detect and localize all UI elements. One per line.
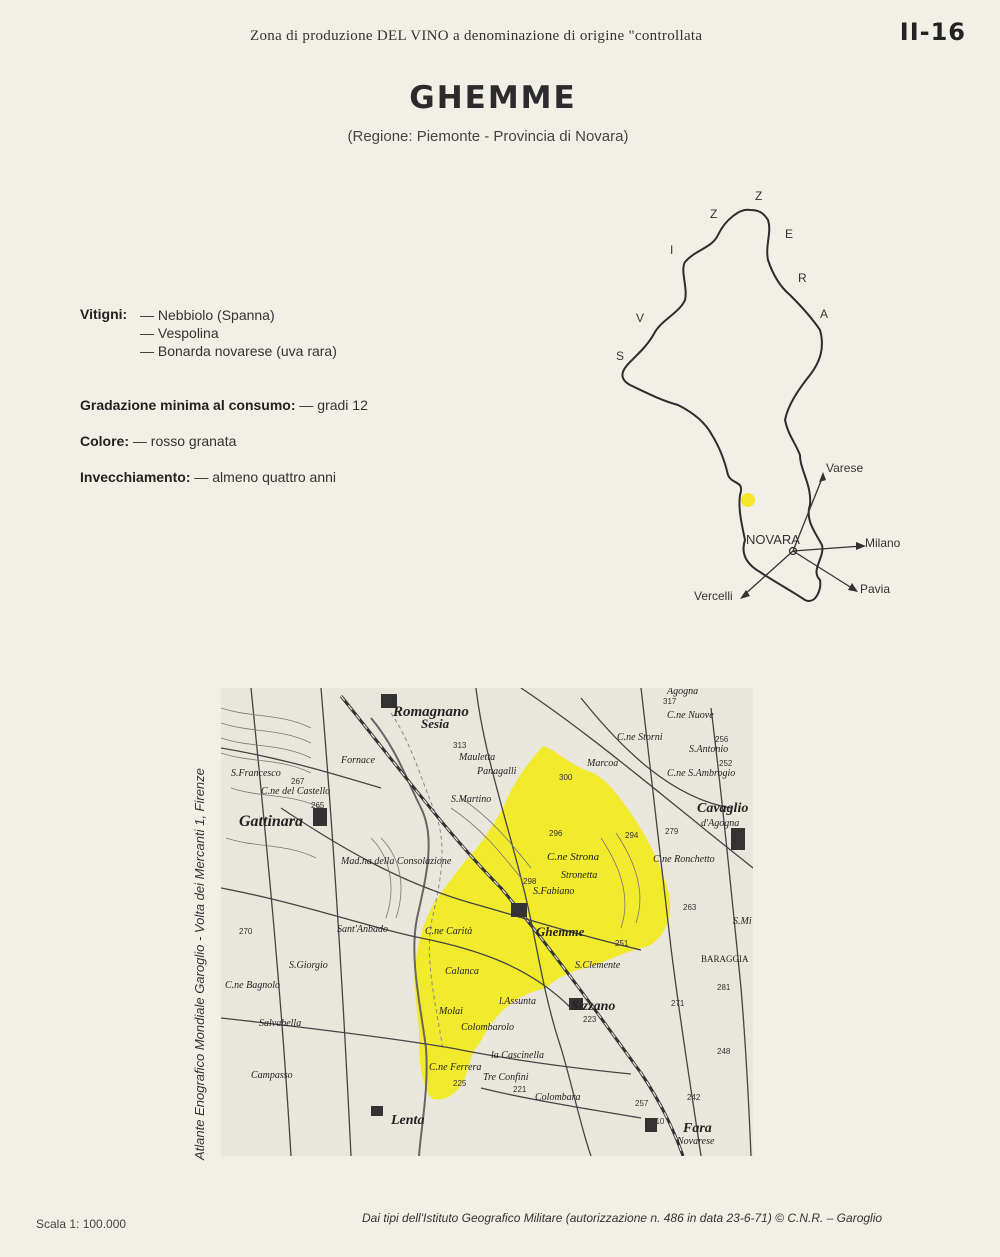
elevation-label: 221 [513, 1085, 527, 1094]
colore-row [80, 433, 236, 449]
page-code: II-16 [899, 18, 966, 46]
place-castello: C.ne del Castello [261, 786, 331, 797]
elevation-label: 313 [453, 741, 467, 750]
place-fornace: Fornace [341, 755, 375, 766]
elevation-label: 252 [719, 759, 733, 768]
elevation-label: 242 [687, 1093, 701, 1102]
border-letter: Z [710, 207, 718, 221]
invecchiamento-value: — almeno quattro anni [194, 469, 337, 485]
colore-label: Colore: [80, 433, 129, 449]
direction-label-varese: Varese [826, 461, 864, 475]
elevation-label: 294 [625, 831, 639, 840]
place-s-martino: S.Martino [451, 794, 492, 805]
place-carita: C.ne Carità [425, 926, 473, 937]
border-letter: R [798, 271, 807, 285]
sesia-river [371, 718, 429, 1156]
place-francesco: S.Francesco [231, 768, 281, 779]
topographic-map [221, 688, 753, 1156]
elevation-label: 270 [239, 927, 253, 936]
elevation-label: 265 [311, 801, 325, 810]
vitigni-list [140, 306, 337, 360]
elevation-label: 271 [671, 999, 685, 1008]
elevation-label: 281 [717, 983, 731, 992]
elevation-label: 300 [559, 773, 573, 782]
place-stronetta: Stronetta [561, 870, 598, 881]
gradazione-label: Gradazione minima al consumo: [80, 397, 296, 413]
page-title: GHEMME [409, 80, 577, 116]
topographic-map-svg [221, 688, 753, 1156]
gradazione-row [80, 397, 368, 413]
place-fara: Fara [683, 1121, 712, 1136]
vitigno-item: — Vespolina [140, 325, 219, 341]
direction-label-vercelli: Vercelli [694, 589, 733, 603]
place-ferrera: C.ne Ferrera [429, 1062, 482, 1073]
elevation-label: 279 [665, 827, 679, 836]
elevation-label: 317 [663, 697, 677, 706]
place-baraggia: BARAGGIA [701, 954, 749, 964]
province-outline-map [600, 180, 920, 620]
place-colombarolo: Colombarolo [461, 1022, 514, 1033]
place-agogna: Agogna [667, 688, 699, 697]
place-assunta: l.Assunta [499, 996, 536, 1007]
elevation-label: 267 [291, 777, 305, 786]
elevation-label: 263 [683, 903, 697, 912]
region-subtitle: (Regione: Piemonte - Provincia di Novara) [347, 128, 629, 145]
elevation-label: 257 [635, 1099, 649, 1108]
map-scale: Scala 1: 100.000 [36, 1217, 127, 1231]
elevation-label: 296 [549, 829, 563, 838]
border-letter: E [785, 227, 794, 241]
ghemme-location-dot [741, 493, 755, 507]
place-tre-confini: Tre Confini [483, 1072, 529, 1083]
place-ronchetto: C.ne Ronchetto [653, 854, 715, 865]
border-letter: Z [755, 189, 763, 203]
atlas-vertical-caption: Atlante Enografico Mondiale Garoglio - Volta dei Mercanti 1, Firenze [192, 768, 207, 1160]
place-marcoa: Marcoa [587, 758, 619, 769]
place-cavaglio: Cavaglio [697, 801, 749, 816]
border-letter: A [820, 307, 829, 321]
place-consolazione: Mad.na della Consolazione [341, 856, 452, 867]
colore-value: — rosso granata [132, 433, 237, 449]
invecchiamento-label: Invecchiamento: [80, 469, 191, 485]
elevation-label: 225 [453, 1079, 467, 1088]
border-letter: S [616, 349, 625, 363]
place-s-giorgio: S.Giorgio [289, 960, 328, 971]
map-credit: Dai tipi dell'Istituto Geografico Militare (autorizzazione n. 486 in data 23-6-71) © C.N.R. – Garoglio [362, 1211, 883, 1225]
place-calanca: Calanca [445, 966, 479, 977]
place-strona: C.ne Strona [547, 851, 600, 863]
vitigni-label: Vitigni: [80, 306, 128, 322]
place-gattinara: Gattinara [239, 813, 304, 830]
province-label: NOVARA [746, 532, 800, 547]
place-colombara: Colombara [535, 1092, 581, 1103]
place-campasso: Campasso [251, 1070, 293, 1081]
vitigno-item: — Bonarda novarese (uva rara) [140, 343, 337, 359]
direction-label-pavia: Pavia [860, 582, 891, 596]
elevation-label: 210 [651, 1117, 665, 1126]
elevation-label: 248 [717, 1047, 731, 1056]
place-ghemme: Ghemme [536, 924, 585, 939]
direction-label-milano: Milano [865, 536, 901, 550]
elevation-label: 223 [583, 1015, 597, 1024]
place-molai: Molai [439, 1006, 463, 1017]
place-la-cascinella: la Cascinella [491, 1050, 545, 1061]
elevation-label: 256 [715, 735, 729, 744]
elevation-label: 251 [615, 939, 629, 948]
place-bagnolo: C.ne Bagnolo [225, 980, 280, 991]
gradazione-value: — gradi 12 [299, 397, 368, 413]
place-mauletta: Mauletta [459, 752, 496, 763]
place-s-clemente: S.Clemente [575, 960, 621, 971]
place-s-ambrogio: C.ne S.Ambrogio [667, 768, 736, 779]
place-cavaglio-sub: d'Agogna [701, 818, 740, 829]
invecchiamento-row [80, 469, 336, 485]
place-fara-sub: Novarese [677, 1136, 715, 1147]
place-sizzano: Sizzano [571, 999, 616, 1014]
place-lenta: Lenta [391, 1113, 425, 1128]
vitigno-item: — Nebbiolo (Spanna) [140, 307, 275, 323]
place-s-mi: S.Mi [733, 916, 752, 927]
place-s-fabiano: S.Fabiano [533, 886, 575, 897]
border-letter: I [670, 243, 674, 257]
place-nuove: C.ne Nuove [667, 710, 714, 721]
place-s-bado: Sant'Anbado [337, 924, 389, 935]
zone-header-text: Zona di produzione DEL VINO a denominazione di origine "controllata [250, 28, 703, 44]
border-letter: V [636, 311, 645, 325]
elevation-label: 298 [523, 877, 537, 886]
place-sesia: Sesia [421, 716, 450, 731]
place-s-antonio: S.Antonio [689, 744, 729, 755]
place-storni: C.ne Storni [617, 732, 663, 743]
place-panagalli: Panagalli [477, 766, 517, 777]
place-romagnano: Romagnano [393, 704, 469, 720]
place-salvabella: Salvabella [259, 1018, 302, 1029]
